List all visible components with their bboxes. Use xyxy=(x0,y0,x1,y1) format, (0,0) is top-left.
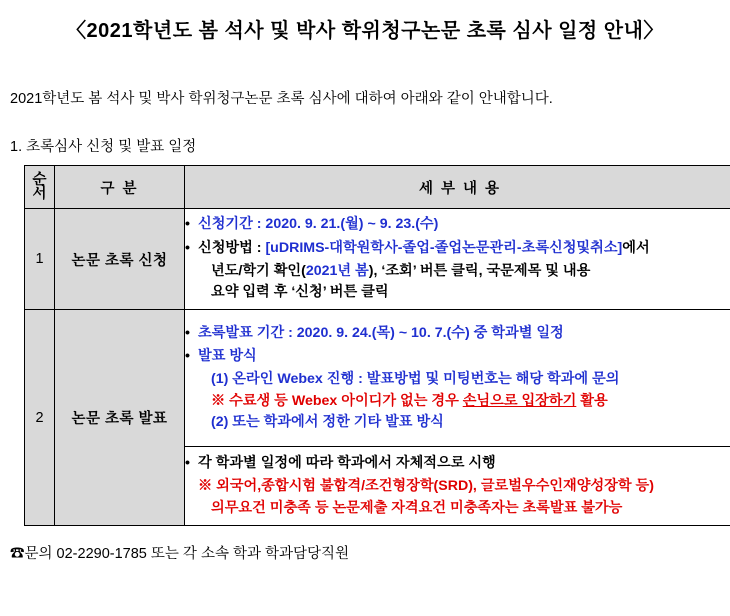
list-bullet: • xyxy=(185,453,190,474)
list-bullet: • xyxy=(185,323,190,344)
detail-text: 신청방법 : xyxy=(198,240,265,256)
detail-text: 초록발표 기간 : 2020. 9. 24.(목) ~ 10. 7.(수) 중 학과별 일정 xyxy=(198,325,564,341)
row-detail xyxy=(185,310,730,447)
row-number: 1 xyxy=(25,209,55,310)
detail-text: 의무요건 미충족 등 논문제출 자격요건 미충족자는 초록발표 불가능 xyxy=(211,500,622,516)
detail-text: 에서 xyxy=(622,240,649,256)
row-detail xyxy=(185,209,730,310)
detail-line xyxy=(185,412,730,433)
detail-text: 각 학과별 일정에 따라 학과에서 자체적으로 시행 xyxy=(198,455,496,471)
detail-line xyxy=(185,369,730,390)
detail-line xyxy=(185,282,730,303)
detail-text: 신청기간 : 2020. 9. 21.(월) ~ 9. 23.(수) xyxy=(198,216,438,232)
detail-text: ※ 외국어,종합시험 불합격/조건형장학(SRD), 글로벌우수인재양성장학 등) xyxy=(198,478,654,494)
column-header-gubun: 구 분 xyxy=(55,166,185,209)
detail-text: 년도/학기 확인( xyxy=(211,263,306,279)
detail-text: 활용 xyxy=(576,393,607,409)
detail-line xyxy=(185,214,730,235)
detail-line xyxy=(185,261,730,282)
detail-line xyxy=(185,476,730,497)
detail-line xyxy=(185,346,730,367)
detail-text: 2021년 봄 xyxy=(306,263,369,279)
column-header-detail: 세 부 내 용 xyxy=(185,166,730,209)
column-header-no-line1: 순 xyxy=(25,173,54,188)
detail-line xyxy=(185,323,730,344)
table-body xyxy=(25,209,730,526)
row-category: 논문 초록 신청 xyxy=(55,209,185,310)
document-page xyxy=(0,14,730,616)
intro-paragraph: 2021학년도 봄 석사 및 박사 학위청구논문 초록 심사에 대하여 아래와 같이 안내합니다. xyxy=(10,87,722,108)
column-header-no-line2: 서 xyxy=(25,187,54,202)
detail-line xyxy=(185,498,730,519)
detail-text: 요약 입력 후 ‘신청’ 버튼 클릭 xyxy=(211,284,389,300)
detail-text: 손님으로 입장하기 xyxy=(463,393,577,409)
detail-line xyxy=(185,238,730,259)
detail-text: ※ 수료생 등 Webex 아이디가 없는 경우 xyxy=(211,393,463,409)
list-bullet: • xyxy=(185,214,190,235)
detail-text: (2) 또는 학과에서 정한 기타 발표 방식 xyxy=(211,414,444,430)
detail-line xyxy=(185,453,730,474)
detail-line xyxy=(185,391,730,412)
detail-text: [uDRIMS-대학원학사-졸업-졸업논문관리-초록신청및취소] xyxy=(265,240,622,256)
page-title: 〈2021학년도 봄 석사 및 박사 학위청구논문 초록 심사 일정 안내〉 xyxy=(8,14,722,43)
section-title: 1. 초록심사 신청 및 발표 일정 xyxy=(10,135,722,156)
table-row xyxy=(25,310,730,447)
row-detail-continued xyxy=(185,447,730,526)
detail-text: (1) 온라인 Webex 진행 : 발표방법 및 미팅번호는 해당 학과에 문의 xyxy=(211,371,619,387)
schedule-table xyxy=(24,165,730,526)
row-number: 2 xyxy=(25,310,55,526)
table-header-row xyxy=(25,166,730,209)
column-header-no xyxy=(25,166,55,209)
list-bullet: • xyxy=(185,346,190,367)
detail-text: ), ‘조회’ 버튼 클릭, 국문제목 및 내용 xyxy=(369,263,591,279)
contact-footer: ☎문의 02-2290-1785 또는 각 소속 학과 학과담당직원 xyxy=(10,542,722,563)
row-category: 논문 초록 발표 xyxy=(55,310,185,526)
list-bullet: • xyxy=(185,238,190,259)
table-row xyxy=(25,209,730,310)
detail-text: 발표 방식 xyxy=(198,348,257,364)
